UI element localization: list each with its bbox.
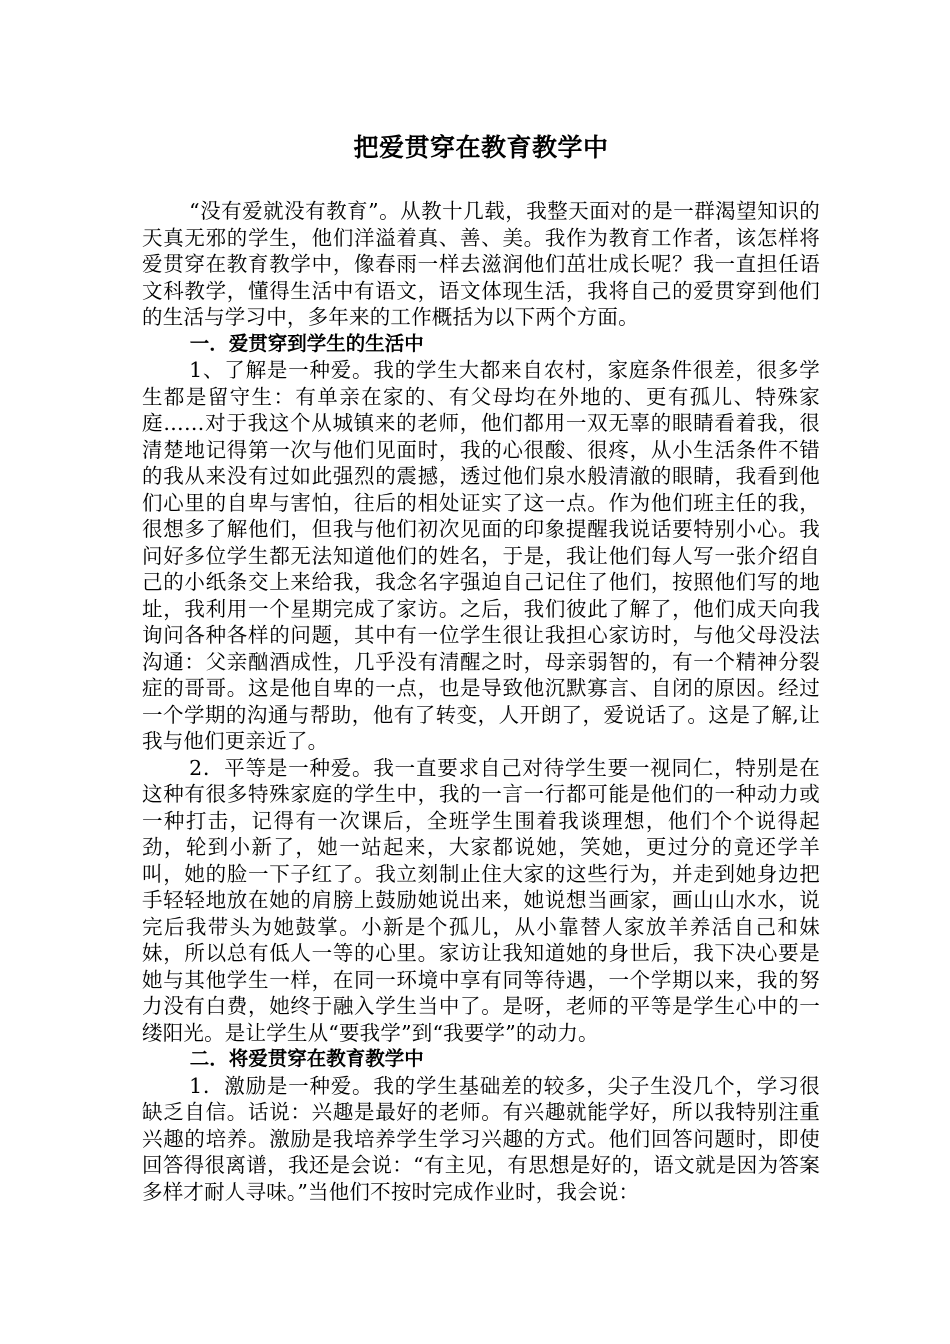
document-title: 把爱贯穿在教育教学中 xyxy=(353,133,609,162)
section-1-paragraph-1: 1、了解是一种爱。我的学生大都来自农村，家庭条件很差，很多学生都是留守生：有单亲在家的、有父母均在外地的、更有孤儿、特殊家庭……对于我这个从城镇来的老师，他们都用一双无辜的眼睛看着我，很清楚地记得第一次与他们见面时，我的心很酸、很疼，从小生活条件不错的我从来没有过如此强烈的震撼，透过他们泉水般清澈的眼睛，我看到他们心里的自卑与害怕，往后的相处证实了这一点。作为他们班主任的我，很想多了解他们，但我与他们初次见面的印象提醒我说话要特别小心。我问好多位学生都无法知道他们的姓名，于是，我让他们每人写一张介绍自己的小纸条交上来给我，我念名字强迫自己记住了他们，按照他们写的地址，我利用一个星期完成了家访。之后，我们彼此了解了，他们成天向我询问各种各样的问题，其中有一位学生很让我担心家访时，与他父母没法沟通：父亲酗酒成性，几乎没有清醒之时，母亲弱智的，有一个精神分裂症的哥哥。这是他自卑的一点，也是导致他沉默寡言、自闭的原因。经过一个学期的沟通与帮助，他有了转变，人开朗了，爱说话了。这是了解,让我与他们更亲近了。 xyxy=(142,358,820,753)
document-page xyxy=(142,128,820,1205)
intro-paragraph: “没有爱就没有教育”。从教十几载，我整天面对的是一群渴望知识的天真无邪的学生，他们洋溢着真、善、美。我作为教育工作者，该怎样将爱贯穿在教育教学中，像春雨一样去滋润他们茁壮成长呢？我一直担任语文科教学，懂得生活中有语文，语文体现生活，我将自己的爱贯穿到他们的生活与学习中，多年来的工作概括为以下两个方面。 xyxy=(142,199,820,329)
section-1-heading: 一．爱贯穿到学生的生活中 xyxy=(189,331,424,355)
section-2-paragraph-1: 1．激励是一种爱。我的学生基础差的较多，尖子生没几个，学习很缺乏自信。话说：兴趣是最好的老师。有兴趣就能学好，所以我特别注重兴趣的培养。激励是我培养学生学习兴趣的方式。他们回答问题时，即使回答得很离谱，我还是会说：“有主见，有思想是好的，语文就是因为答案多样才耐人寻味。”当他们不按时完成作业时，我会说： xyxy=(142,1073,820,1204)
section-1-paragraph-2: 2．平等是一种爱。我一直要求自己对待学生要一视同仁，特别是在这种有很多特殊家庭的学生中，我的一言一行都可能是他们的一种动力或一种打击，记得有一次课后，全班学生围着我谈理想，他们个个说得起劲，轮到小新了，她一站起来，大家都说她，笑她，更过分的竟还学羊叫，她的脸一下子红了。我立刻制止住大家的这些行为，并走到她身边把手轻轻地放在她的肩膀上鼓励她说出来，她说想当画家，画山山水水，说完后我带头为她鼓掌。小新是个孤儿，从小靠替人家放羊养活自己和妹妹，所以总有低人一等的心里。家访让我知道她的身世后，我下决心要是她与其他学生一样，在同一环境中享有同等待遇，一个学期以来，我的努力没有白费，她终于融入学生当中了。是呀，老师的平等是学生心中的一缕阳光。是让学生从“要我学”到“我要学”的动力。 xyxy=(142,755,820,1045)
section-2-heading: 二．将爱贯穿在教育教学中 xyxy=(189,1047,424,1070)
